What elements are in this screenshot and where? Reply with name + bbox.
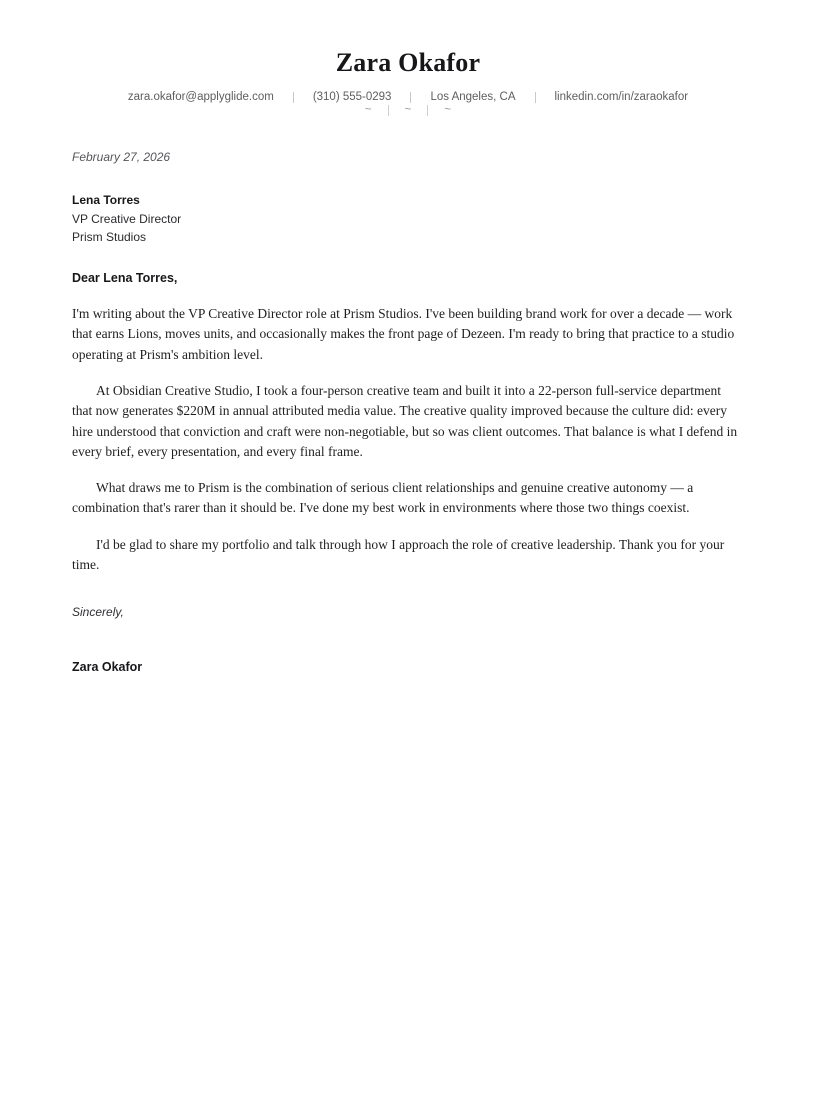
- closing-line: Sincerely,: [72, 605, 124, 620]
- body-paragraph-4: I'd be glad to share my portfolio and talk through how I approach the role of creative leadership. Thank you for your time.: [72, 536, 725, 572]
- contact-separator: [535, 92, 536, 103]
- contact-line: [0, 91, 816, 105]
- letter-date: February 27, 2026: [72, 149, 171, 164]
- letter-body: [0, 150, 816, 675]
- signature-name: Zara Okafor: [72, 659, 143, 674]
- contact-location: Los Angeles, CA: [430, 90, 516, 103]
- contact-separator: [410, 92, 411, 103]
- page-title: Zara Okafor: [335, 48, 481, 77]
- secondary-meta-2: ~: [404, 103, 412, 116]
- body-paragraph-2: At Obsidian Creative Studio, I took a four-person creative team and built it into a 22-person full-service department that now generates $220M in annual attributed media value. The creative quality improved because the culture did: every hire understood that conviction and craft were non-negotiable, but so was client outcomes. That balance is what I defend in every brief, every presentation, and every final frame.: [72, 382, 738, 459]
- salutation: Dear Lena Torres,: [72, 270, 178, 285]
- secondary-meta-1: ~: [364, 103, 372, 116]
- recipient-name: Lena Torres: [72, 193, 140, 208]
- recipient-title: VP Creative Director: [72, 211, 182, 226]
- contact-line-secondary-clipped: [0, 103, 816, 120]
- contact-linkedin[interactable]: linkedin.com/in/zaraokafor: [554, 90, 689, 103]
- contact-email[interactable]: zara.okafor@applyglide.com: [127, 90, 274, 103]
- contact-separator: [388, 105, 389, 116]
- contact-phone[interactable]: (310) 555-0293: [312, 90, 392, 103]
- contact-line-secondary-inner: [365, 104, 451, 118]
- letter-header: [0, 0, 816, 120]
- body-paragraph-1: I'm writing about the VP Creative Director role at Prism Studios. I've been building brand work for over a decade — work that earns Lions, moves units, and occasionally makes the front page of Dezeen. I'm ready to bring that practice to a studio operating at Prism's ambition level.: [72, 306, 735, 362]
- contact-separator: [293, 92, 294, 103]
- recipient-block: [72, 191, 738, 247]
- body-paragraph-3: What draws me to Prism is the combination of serious client relationships and genuine creative autonomy — a combination that's rarer than it should be. I've done my best work in environments where those two things coexist.: [72, 480, 694, 516]
- recipient-company: Prism Studios: [72, 230, 147, 245]
- secondary-meta-3: ~: [444, 103, 452, 116]
- contact-separator: [427, 105, 428, 116]
